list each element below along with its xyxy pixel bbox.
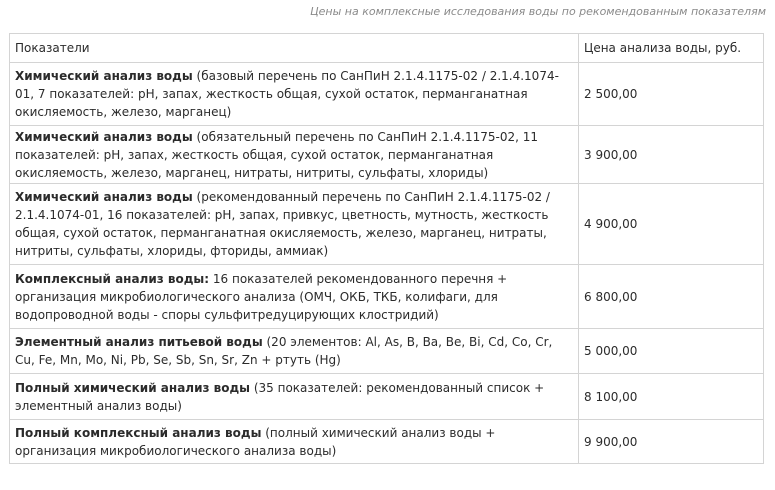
table-header-row [10,34,764,63]
table-row [10,184,764,265]
analysis-name: Химический анализ воды [15,129,193,144]
row-description [10,126,579,184]
analysis-details: (полный химический анализ воды + организация микробиологического анализа воды) [15,425,496,458]
row-description [10,265,579,329]
analysis-details: 16 показателей рекомендованного перечня + организация микробиологического анализа (ОМЧ, ОКБ, ТКБ, колифаги, для водопроводной воды - споры сульфитредуцирующих клостридий) [15,271,508,322]
analysis-name: Полный химический анализ воды [15,380,251,395]
table-row [10,63,764,126]
table-caption: Цены на комплексные исследования воды по рекомендованным показателям [310,5,766,18]
row-price: 8 100,00 [579,374,764,420]
row-description [10,374,579,420]
analysis-name: Элементный анализ питьевой воды [15,335,263,349]
column-header-price: Цена анализа воды, руб. [579,34,764,63]
column-header-indicators: Показатели [10,34,579,63]
row-description [10,420,579,464]
table-row [10,374,764,420]
table-row [10,329,764,374]
price-table [9,33,764,464]
row-price: 4 900,00 [579,184,764,265]
table-row [10,126,764,184]
analysis-name: Химический анализ воды [15,69,193,83]
table-row [10,420,764,464]
analysis-details: (базовый перечень по СанПиН 2.1.4.1175-02 / 2.1.4.1074-01, 7 показателей: pH, запах, жесткость общая, сухой остаток, перманганатная окисляемость, железо, марганец) [15,69,559,119]
analysis-details: (обязательный перечень по СанПиН 2.1.4.1175-02, 11 показателей: pH, запах, жесткость общая, сухой остаток, перманганатная окисляемость, железо, марганец, нитраты, нитриты, сульфаты, хлориды) [15,129,539,180]
analysis-name: Комплексный анализ воды: [15,271,210,286]
row-description [10,184,579,265]
analysis-name: Химический анализ воды [15,190,193,204]
row-price: 6 800,00 [579,265,764,329]
row-description [10,63,579,126]
analysis-details: (35 показателей: рекомендованный список + элементный анализ воды) [15,380,545,413]
table-row [10,265,764,329]
row-price: 9 900,00 [579,420,764,464]
row-price: 5 000,00 [579,329,764,374]
analysis-details: (20 элементов: Al, As, B, Ba, Be, Bi, Cd, Co, Cr, Cu, Fe, Mn, Mo, Ni, Pb, Se, Sb, Sn, Sr, Zn + ртуть (Hg) [15,335,553,367]
analysis-details: (рекомендованный перечень по СанПиН 2.1.4.1175-02 / 2.1.4.1074-01, 16 показателей: pH, запах, привкус, цветность, мутность, жесткость общая, сухой остаток, перманганатная окисляемость, железо, марганец, нитраты, нитриты, сульфаты, хлориды, фториды, аммиак) [15,190,550,258]
analysis-name: Полный комплексный анализ воды [15,425,262,440]
row-description [10,329,579,374]
row-price: 3 900,00 [579,126,764,184]
row-price: 2 500,00 [579,63,764,126]
